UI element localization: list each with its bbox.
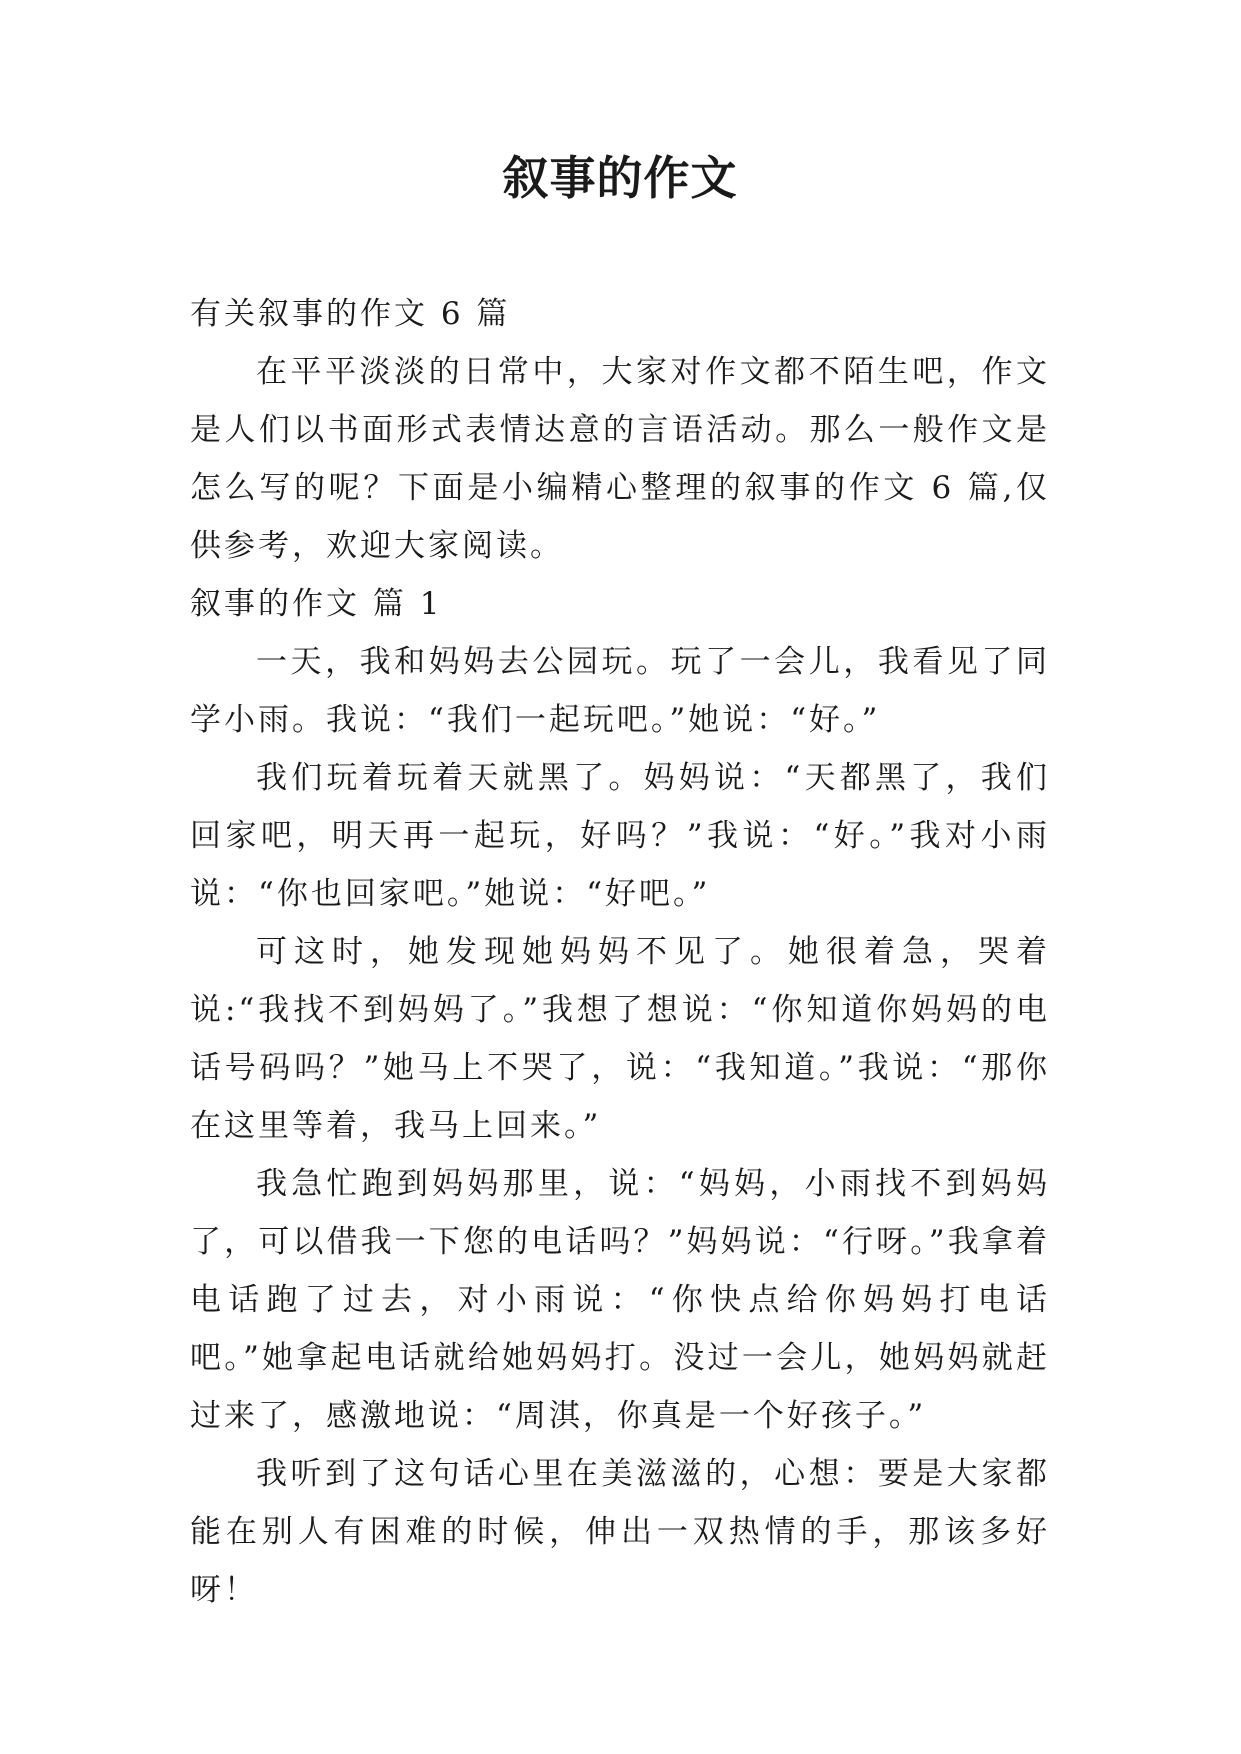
intro-paragraph: 在平平淡淡的日常中，大家对作文都不陌生吧，作文是人们以书面形式表情达意的言语活动。那么一般作文是怎么写的呢？下面是小编精心整理的叙事的作文 6 篇,仅供参考，欢迎大家阅读。 [190,354,1050,564]
document-subtitle: 有关叙事的作文 6 篇 [190,296,511,332]
document-title: 叙事的作文 [502,151,738,205]
section-heading: 叙事的作文 篇 1 [190,586,443,622]
story-paragraph: 我急忙跑到妈妈那里，说：“妈妈，小雨找不到妈妈了，可以借我一下您的电话吗？”妈妈说：“行呀。”我拿着电话跑了过去，对小雨说：“你快点给你妈妈打电话吧。”她拿起电话就给她妈妈打。没过一会儿，她妈妈就赶过来了，感激地说：“周淇，你真是一个好孩子。” [190,1166,1050,1434]
story-paragraph: 可这时，她发现她妈妈不见了。她很着急，哭着说:“我找不到妈妈了。”我想了想说：“你知道你妈妈的电话号码吗？”她马上不哭了，说：“我知道。”我说：“那你在这里等着，我马上回来。” [190,934,1050,1144]
document-body [190,285,1050,1619]
story-paragraph: 我们玩着玩着天就黑了。妈妈说：“天都黑了，我们回家吧，明天再一起玩，好吗？”我说：“好。”我对小雨说：“你也回家吧。”她说：“好吧。” [190,760,1050,912]
document-page [190,0,1050,1754]
story-paragraph: 我听到了这句话心里在美滋滋的，心想：要是大家都能在别人有困难的时候，伸出一双热情的手，那该多好呀！ [190,1456,1050,1608]
story-paragraph: 一天，我和妈妈去公园玩。玩了一会儿，我看见了同学小雨。我说：“我们一起玩吧。”她说：“好。” [190,644,1050,738]
